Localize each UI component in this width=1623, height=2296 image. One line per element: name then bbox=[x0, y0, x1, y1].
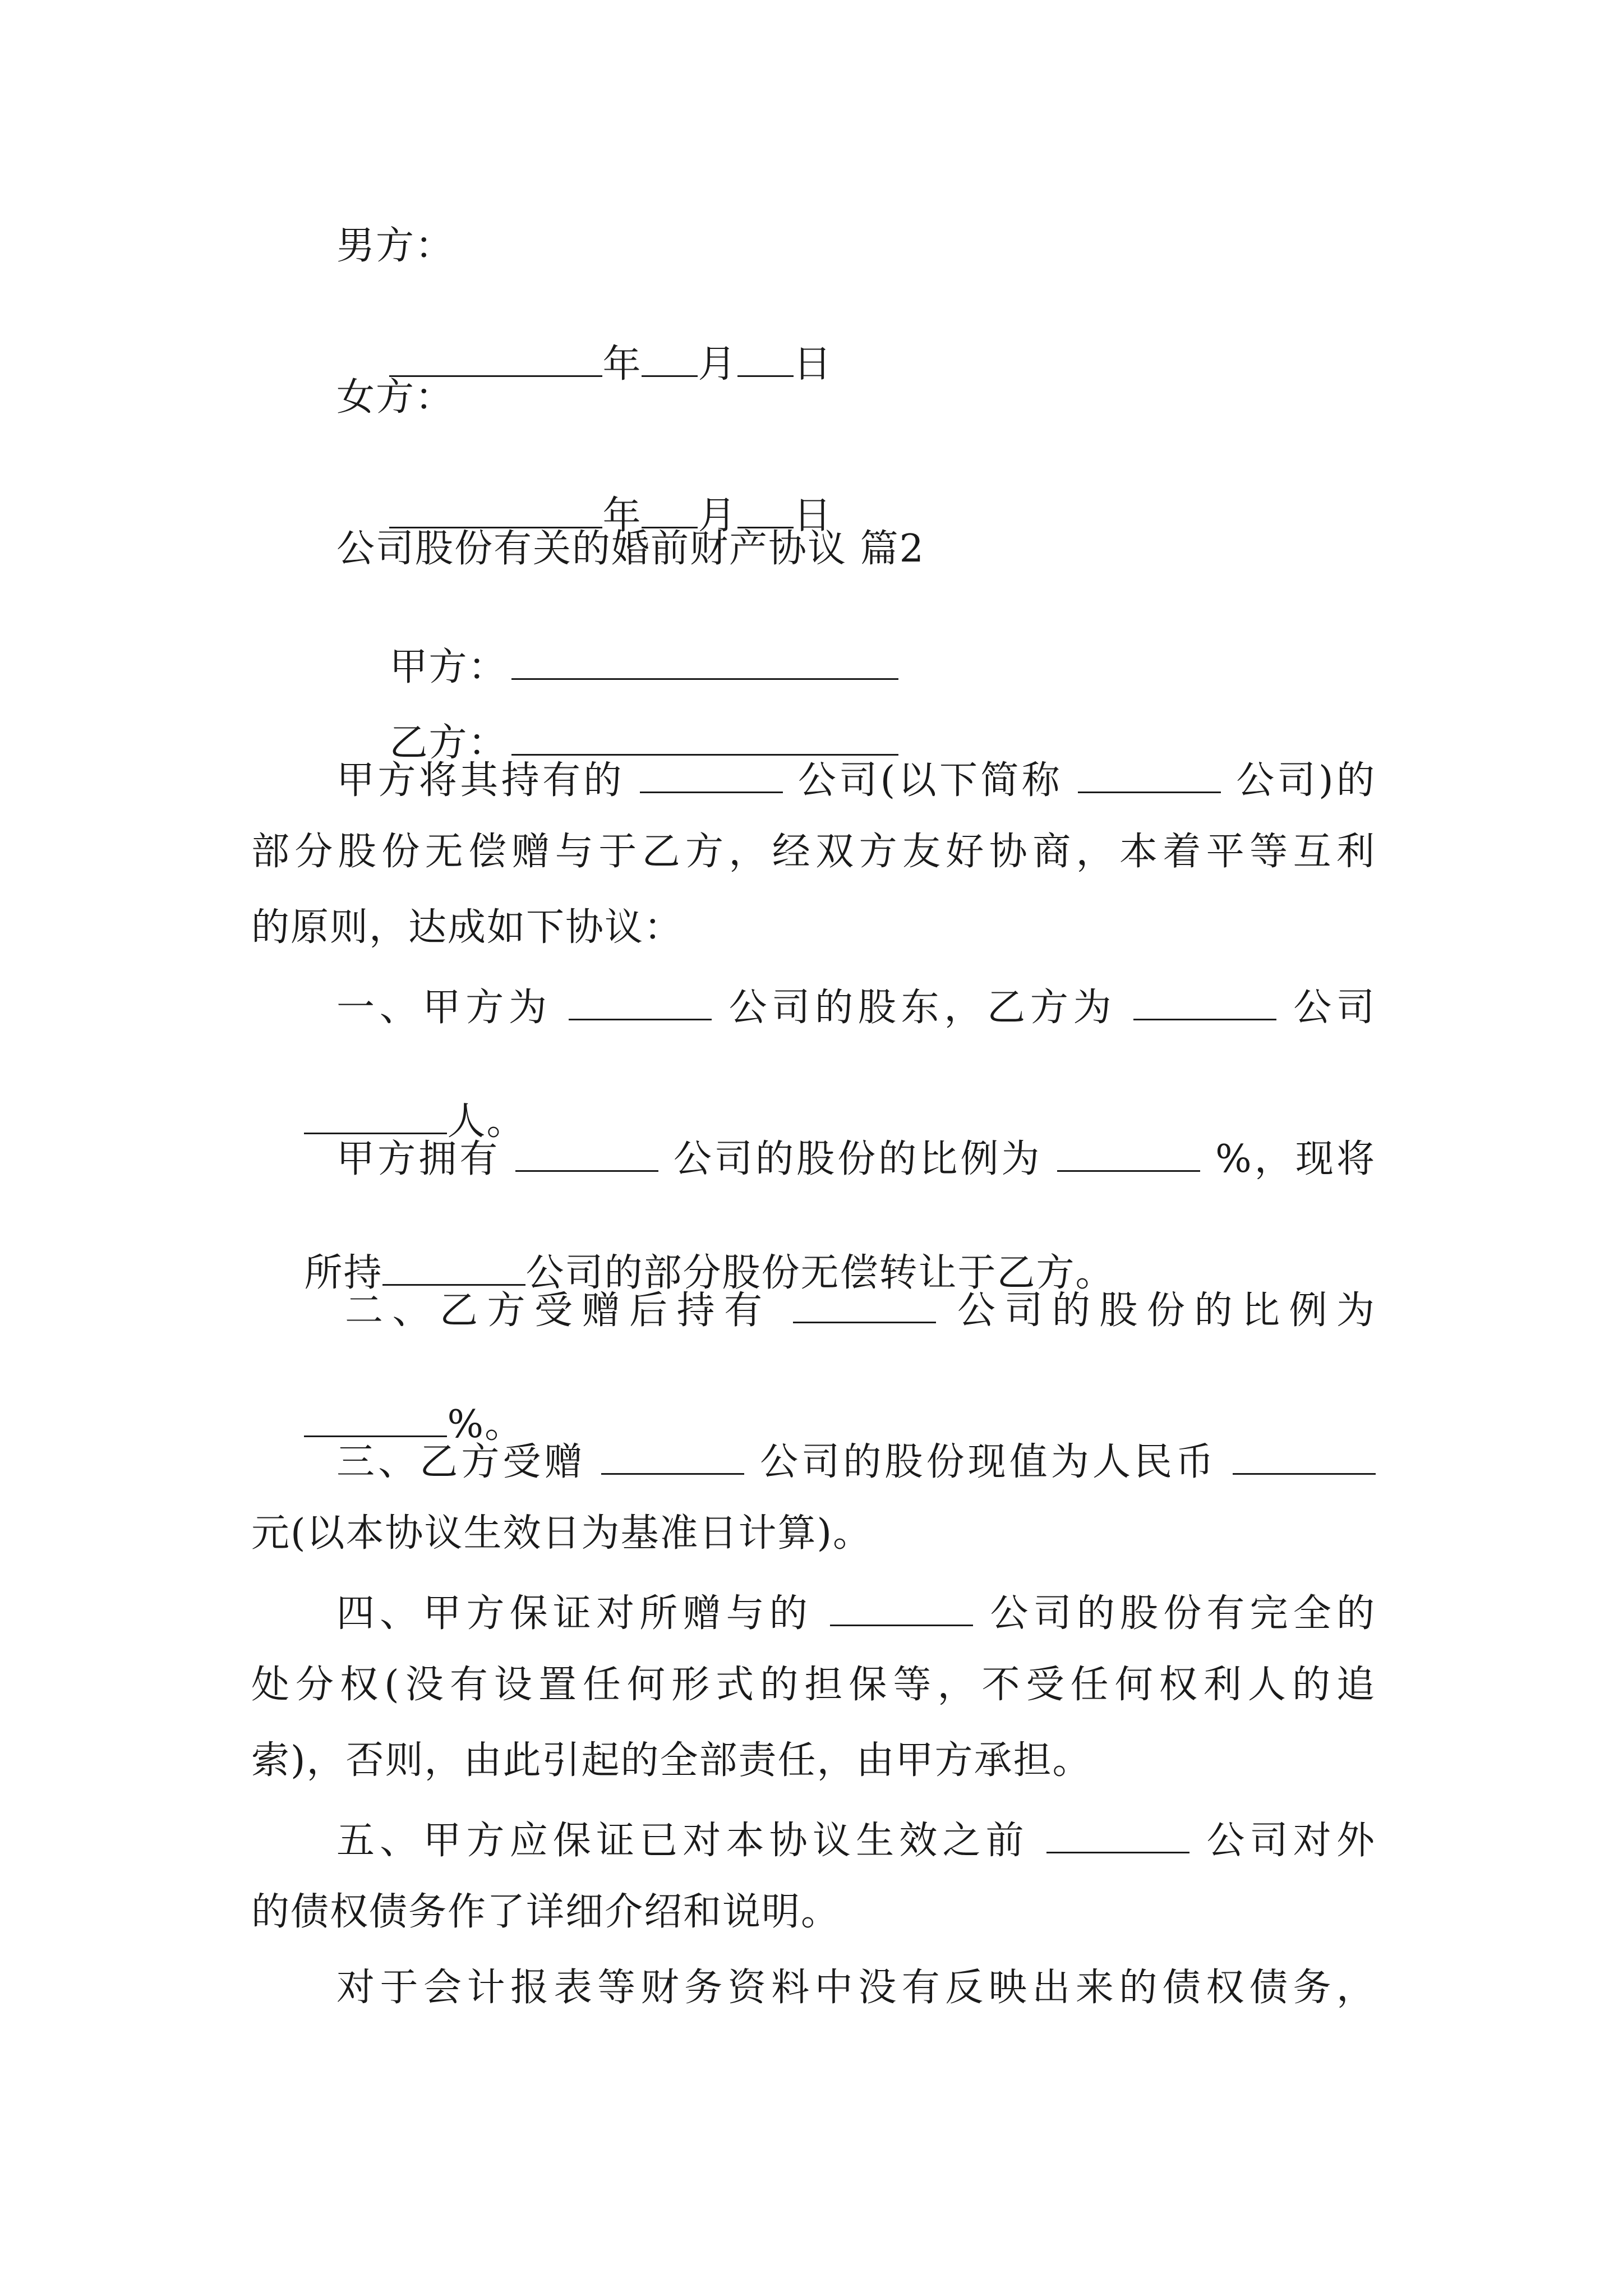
male-signature-label: 男方： bbox=[336, 224, 455, 268]
party-a-label: 甲方： bbox=[389, 645, 508, 690]
clause-1-line-1 bbox=[336, 984, 1376, 1030]
year-blank bbox=[389, 341, 602, 377]
clause-4-line-2: 处分权(没有设置任何形式的担保等，不受任何权利人的追 bbox=[251, 1663, 1376, 1707]
day-label: 日 bbox=[793, 494, 833, 539]
month-label: 月 bbox=[698, 494, 737, 539]
clause-4-line-1 bbox=[336, 1590, 1376, 1636]
company-blank bbox=[1046, 1818, 1189, 1853]
clause-3-line-2: 元(以本协议生效日为基准日计算)。 bbox=[251, 1511, 873, 1556]
day-blank bbox=[737, 493, 794, 528]
text-fragment: 公司对外 bbox=[1206, 1819, 1376, 1864]
month-blank bbox=[642, 341, 698, 377]
party-a-blank bbox=[511, 644, 898, 680]
month-label: 月 bbox=[698, 342, 737, 387]
intro-line-2: 部分股份无偿赠与于乙方，经双方友好协商，本着平等互利 bbox=[251, 830, 1376, 874]
text-fragment: 公司的部分股份无偿转让于乙方。 bbox=[525, 1251, 1115, 1296]
company-blank bbox=[1133, 984, 1276, 1020]
clause-5-line-1 bbox=[336, 1818, 1376, 1864]
female-signature-label: 女方： bbox=[336, 375, 455, 420]
amount-blank bbox=[1233, 1439, 1376, 1475]
text-fragment: 五、甲方应保证已对本协议生效之前 bbox=[336, 1819, 1029, 1864]
intro-line-1 bbox=[336, 757, 1376, 803]
intro-line-3: 的原则，达成如下协议： bbox=[251, 905, 684, 950]
clause-2-line-1 bbox=[345, 1287, 1376, 1333]
text-fragment: %，现将 bbox=[1215, 1137, 1376, 1182]
text-fragment: 所持 bbox=[304, 1251, 383, 1296]
company-blank bbox=[793, 1287, 936, 1323]
text-fragment: 公司的股份的比例为 bbox=[673, 1137, 1043, 1182]
text-fragment: 三、乙方受赠 bbox=[336, 1440, 586, 1485]
day-label: 日 bbox=[793, 342, 833, 387]
year-label: 年 bbox=[602, 342, 642, 387]
clause-5-line-2: 的债权债务作了详细介绍和说明。 bbox=[251, 1890, 841, 1934]
company-blank bbox=[515, 1136, 658, 1172]
text-fragment: %。 bbox=[447, 1402, 524, 1447]
percent-blank bbox=[304, 1401, 447, 1437]
text-fragment: 公司(以下简称 bbox=[797, 758, 1063, 803]
text-fragment: 甲方将其持有的 bbox=[336, 758, 625, 803]
clause-5-line-3: 对于会计报表等财务资料中没有反映出来的债权债务， bbox=[336, 1966, 1376, 2010]
clause-1b-line-1 bbox=[336, 1136, 1376, 1182]
year-label: 年 bbox=[602, 494, 642, 539]
company-blank bbox=[601, 1439, 744, 1475]
text-fragment: 四、甲方保证对所赠与的 bbox=[336, 1591, 813, 1636]
company-blank bbox=[1078, 757, 1221, 793]
text-fragment: 甲方拥有 bbox=[336, 1137, 501, 1182]
text-fragment: 公司的股份有完全的 bbox=[990, 1591, 1376, 1636]
year-blank bbox=[389, 493, 602, 528]
text-fragment: 公司)的 bbox=[1236, 758, 1376, 803]
company-blank bbox=[569, 984, 712, 1020]
company-blank bbox=[830, 1590, 973, 1626]
text-fragment: 公司的股东，乙方为 bbox=[728, 986, 1117, 1030]
company-blank bbox=[382, 1250, 525, 1286]
text-fragment: 公司 bbox=[1293, 986, 1376, 1030]
company-blank bbox=[640, 757, 783, 793]
party-b-label: 乙方： bbox=[389, 721, 508, 766]
month-blank bbox=[642, 493, 698, 528]
text-fragment: 一、甲方为 bbox=[336, 986, 552, 1030]
text-fragment: 人。 bbox=[447, 1099, 526, 1144]
party-b-blank bbox=[511, 720, 898, 756]
day-blank bbox=[737, 341, 794, 377]
percent-blank bbox=[1057, 1136, 1200, 1172]
clause-4-line-3: 索)，否则，由此引起的全部责任，由甲方承担。 bbox=[251, 1738, 1092, 1783]
clause-3-line-1 bbox=[336, 1439, 1376, 1485]
text-fragment: 二、乙方受赠后持有 bbox=[345, 1289, 772, 1333]
section-heading: 公司股份有关的婚前财产协议 篇2 bbox=[336, 527, 925, 571]
text-fragment: 公司的股份的比例为 bbox=[957, 1289, 1376, 1333]
blank bbox=[304, 1098, 447, 1134]
text-fragment: 公司的股份现值为人民币 bbox=[760, 1440, 1218, 1485]
